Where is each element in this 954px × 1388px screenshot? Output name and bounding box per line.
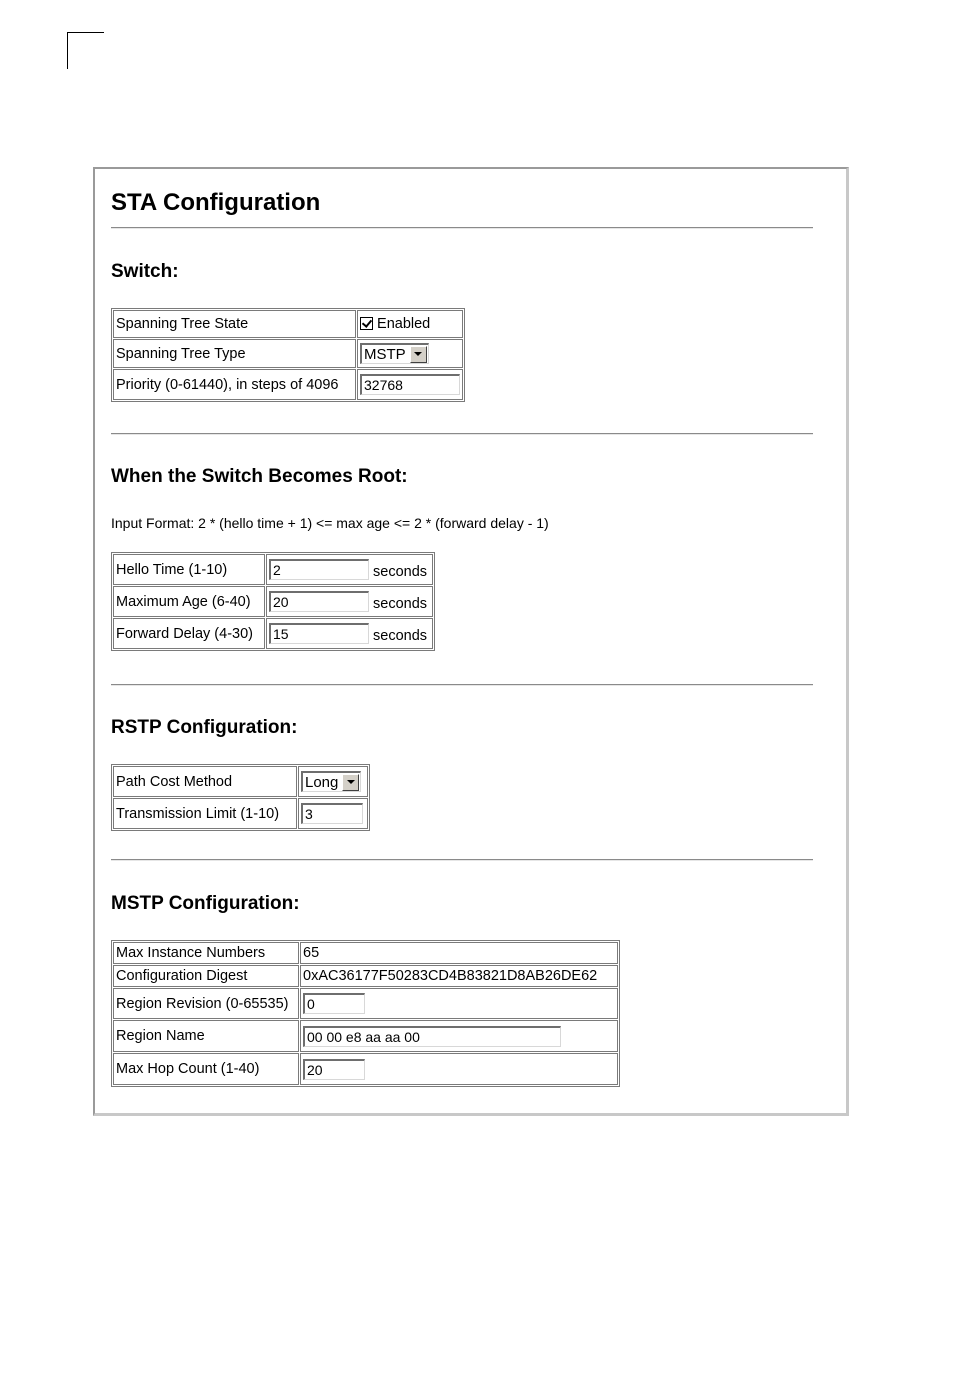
region-revision-label: Region Revision (0-65535) bbox=[113, 988, 299, 1019]
region-revision-cell bbox=[300, 988, 618, 1019]
table-row bbox=[113, 1020, 618, 1052]
region-name-cell bbox=[300, 1020, 618, 1052]
forward-delay-label: Forward Delay (4-30) bbox=[113, 618, 265, 649]
max-hop-count-label: Max Hop Count (1-40) bbox=[113, 1053, 299, 1085]
priority-label: Priority (0-61440), in steps of 4096 bbox=[113, 369, 356, 400]
forward-delay-input[interactable]: 15 bbox=[269, 623, 369, 644]
transmission-limit-cell bbox=[298, 798, 368, 829]
path-cost-method-value: Long bbox=[305, 773, 339, 791]
page-title: STA Configuration bbox=[111, 189, 321, 216]
table-row bbox=[113, 942, 618, 964]
rstp-table bbox=[111, 764, 370, 831]
spanning-tree-type-value: MSTP bbox=[364, 345, 406, 363]
transmission-limit-label: Transmission Limit (1-10) bbox=[113, 798, 297, 829]
hello-time-unit: seconds bbox=[373, 564, 428, 581]
title-divider bbox=[111, 227, 813, 229]
spanning-tree-type-cell bbox=[357, 339, 463, 368]
path-cost-method-cell bbox=[298, 766, 368, 797]
table-row bbox=[113, 766, 368, 797]
dropdown-arrow-icon[interactable] bbox=[410, 346, 427, 363]
table-row bbox=[113, 988, 618, 1019]
transmission-limit-input[interactable]: 3 bbox=[301, 803, 363, 824]
priority-input[interactable]: 32768 bbox=[360, 374, 460, 395]
priority-cell bbox=[357, 369, 463, 400]
spanning-tree-enabled-checkbox[interactable] bbox=[360, 317, 373, 330]
configuration-digest-label: Configuration Digest bbox=[113, 965, 299, 987]
mstp-heading: MSTP Configuration: bbox=[111, 893, 300, 914]
table-row bbox=[113, 339, 463, 368]
switch-table bbox=[111, 308, 465, 402]
max-hop-count-cell bbox=[300, 1053, 618, 1085]
rstp-divider bbox=[111, 859, 813, 861]
path-cost-method-select[interactable] bbox=[301, 771, 361, 792]
input-format-note: Input Format: 2 * (hello time + 1) <= max age <= 2 * (forward delay - 1) bbox=[111, 515, 549, 531]
max-age-unit: seconds bbox=[373, 596, 428, 613]
max-age-input[interactable]: 20 bbox=[269, 591, 369, 612]
hello-time-input[interactable]: 2 bbox=[269, 559, 369, 580]
rstp-heading: RSTP Configuration: bbox=[111, 717, 298, 738]
mstp-table bbox=[111, 940, 620, 1087]
switch-heading: Switch: bbox=[111, 261, 179, 282]
forward-delay-cell bbox=[266, 618, 433, 649]
root-timers-table bbox=[111, 552, 435, 651]
region-revision-input[interactable]: 0 bbox=[303, 993, 365, 1014]
table-row bbox=[113, 798, 368, 829]
region-name-input[interactable]: 00 00 e8 aa aa 00 bbox=[303, 1026, 561, 1047]
enabled-checkbox-label: Enabled bbox=[377, 316, 431, 332]
max-instance-numbers-value: 65 bbox=[300, 942, 618, 964]
table-row bbox=[113, 310, 463, 338]
switch-divider bbox=[111, 433, 813, 435]
dropdown-arrow-icon[interactable] bbox=[342, 774, 359, 791]
max-age-cell bbox=[266, 586, 433, 617]
table-row bbox=[113, 965, 618, 987]
page-corner-mark bbox=[67, 32, 104, 69]
spanning-tree-type-select[interactable] bbox=[360, 343, 429, 364]
spanning-tree-type-label: Spanning Tree Type bbox=[113, 339, 356, 368]
table-row bbox=[113, 369, 463, 400]
root-heading: When the Switch Becomes Root: bbox=[111, 466, 408, 487]
max-hop-count-input[interactable]: 20 bbox=[303, 1059, 365, 1080]
configuration-digest-value: 0xAC36177F50283CD4B83821D8AB26DE62 bbox=[300, 965, 618, 987]
max-age-label: Maximum Age (6-40) bbox=[113, 586, 265, 617]
path-cost-method-label: Path Cost Method bbox=[113, 766, 297, 797]
table-row bbox=[113, 554, 433, 585]
spanning-tree-state-cell bbox=[357, 310, 463, 338]
table-row bbox=[113, 618, 433, 649]
max-instance-numbers-label: Max Instance Numbers bbox=[113, 942, 299, 964]
hello-time-label: Hello Time (1-10) bbox=[113, 554, 265, 585]
table-row bbox=[113, 1053, 618, 1085]
sta-configuration-window bbox=[93, 167, 849, 1116]
root-divider bbox=[111, 684, 813, 686]
table-row bbox=[113, 586, 433, 617]
region-name-label: Region Name bbox=[113, 1020, 299, 1052]
hello-time-cell bbox=[266, 554, 433, 585]
forward-delay-unit: seconds bbox=[373, 628, 428, 645]
spanning-tree-state-label: Spanning Tree State bbox=[113, 310, 356, 338]
